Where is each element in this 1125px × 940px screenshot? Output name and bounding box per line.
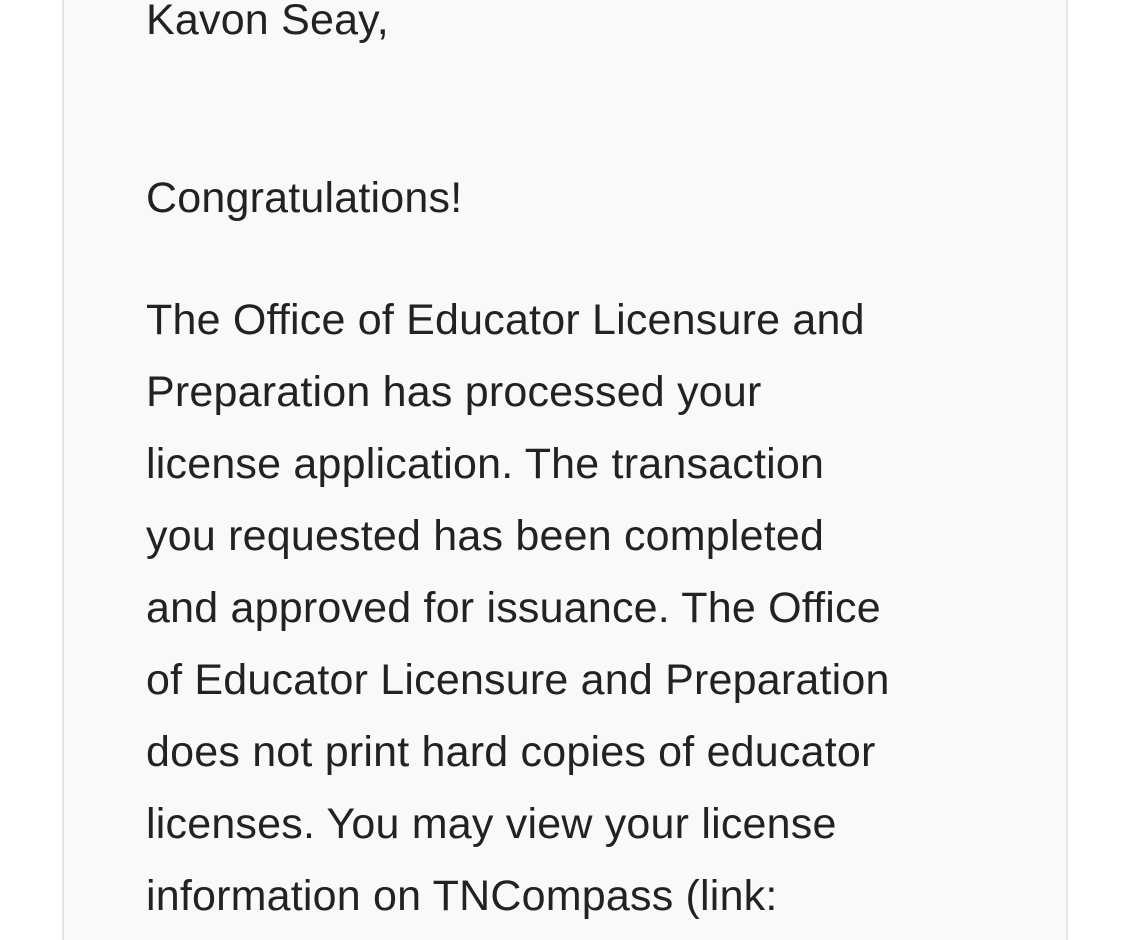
body-line: and approved for issuance. The Office <box>146 584 881 632</box>
body-line: of Educator Licensure and Preparation <box>146 656 890 704</box>
body-line: license application. The transaction <box>146 440 825 488</box>
email-body-paragraph <box>146 284 1006 932</box>
body-line: The Office of Educator Licensure and <box>146 296 865 344</box>
body-line: information on TNCompass (link: <box>146 872 778 920</box>
body-line: does not print hard copies of educator <box>146 728 876 776</box>
email-greeting: Kavon Seay, <box>146 0 389 44</box>
body-line: you requested has been completed <box>146 512 825 560</box>
body-line: Preparation has processed your <box>146 368 762 416</box>
email-congratulations: Congratulations! <box>146 174 463 222</box>
body-line: licenses. You may view your license <box>146 800 837 848</box>
